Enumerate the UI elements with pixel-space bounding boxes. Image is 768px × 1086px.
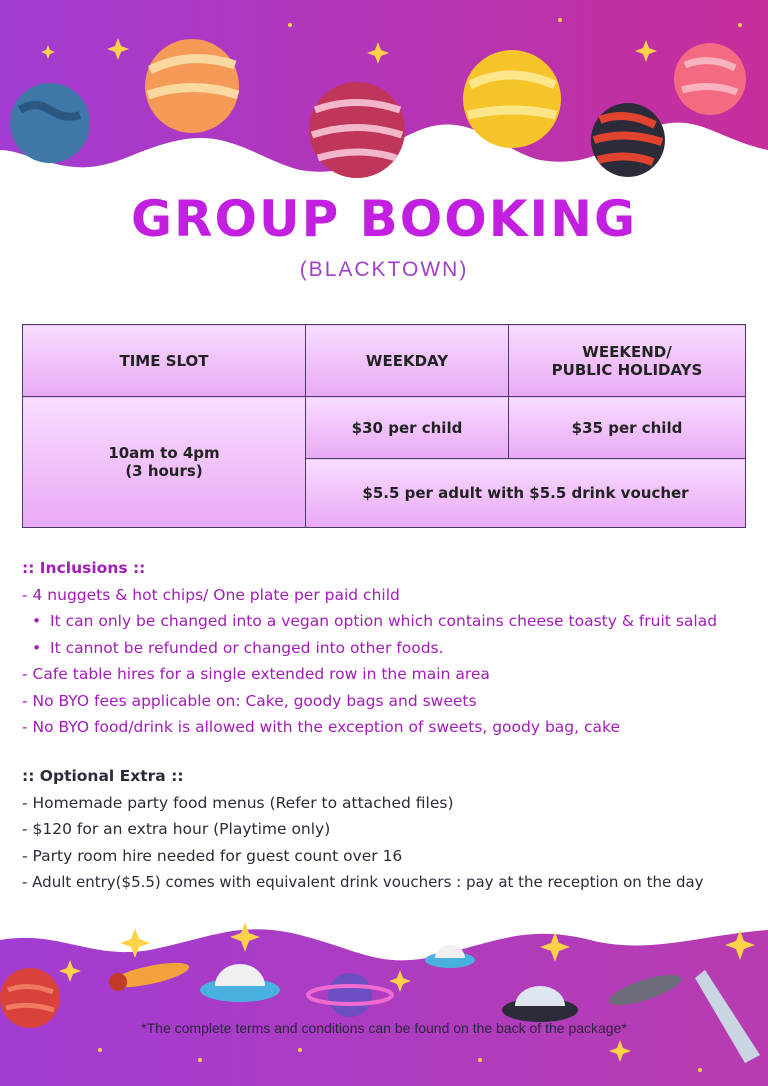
list-item: • It can only be changed into a vegan option which contains cheese toasty & fruit salad (22, 608, 717, 635)
list-item: - No BYO food/drink is allowed with the exception of sweets, goody bag, cake (22, 718, 620, 736)
time-slot-cell: 10am to 4pm (3 hours) (23, 397, 306, 528)
page-subtitle: (BLACKTOWN) (299, 258, 469, 281)
list-item: - No BYO fees applicable on: Cake, goody bags and sweets (22, 691, 477, 710)
list-item: - Homemade party food menus (Refer to attached files) (22, 793, 454, 812)
weekend-price-cell: $35 per child (509, 397, 746, 459)
weekday-price-cell: $30 per child (306, 397, 509, 459)
list-item: - Adult entry($5.5) comes with equivalent drink vouchers : pay at the reception on the day (22, 873, 704, 891)
planet-striped-icon (309, 82, 405, 178)
planet-red-icon (0, 968, 60, 1028)
space-header-illustration (0, 0, 768, 200)
optional-extra-section (22, 763, 704, 896)
list-item: - Cafe table hires for a single extended row in the main area (22, 665, 490, 683)
planet-orange-icon (145, 39, 239, 133)
inclusions-heading: :: Inclusions :: (22, 559, 146, 577)
planet-yellow-icon (463, 50, 561, 148)
inclusions-section (22, 555, 717, 741)
list-item: - Party room hire needed for guest count over 16 (22, 846, 403, 865)
list-item: - $120 for an extra hour (Playtime only) (22, 820, 331, 838)
pricing-table (22, 324, 746, 528)
list-item: • It cannot be refunded or changed into other foods. (22, 635, 717, 662)
header-weekend: WEEKEND/ PUBLIC HOLIDAYS (509, 325, 746, 397)
optional-extra-heading: :: Optional Extra :: (22, 767, 184, 785)
page-title: GROUP BOOKING (130, 190, 638, 248)
terms-footnote: *The complete terms and conditions can be found on the back of the package* (141, 1020, 627, 1036)
header-time-slot: TIME SLOT (23, 325, 306, 397)
planet-pink-icon (674, 43, 746, 115)
space-footer-illustration (0, 910, 768, 1086)
adult-price-cell: $5.5 per adult with $5.5 drink voucher (306, 459, 746, 528)
planet-blue-icon (10, 83, 90, 163)
planet-red-striped-icon (591, 103, 665, 177)
header-weekday: WEEKDAY (306, 325, 509, 397)
list-item: - 4 nuggets & hot chips/ One plate per paid child (22, 585, 400, 604)
